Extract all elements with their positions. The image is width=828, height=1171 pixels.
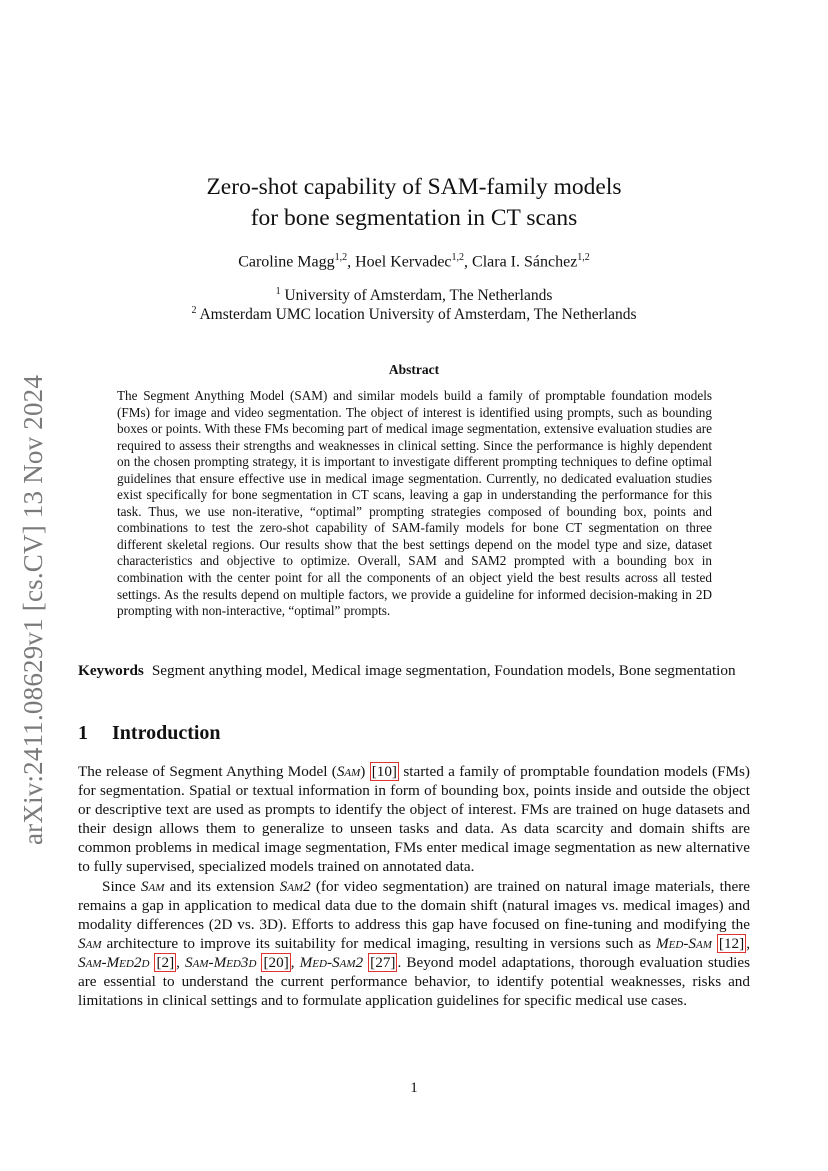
title-line-1: Zero-shot capability of SAM-family models: [206, 174, 622, 200]
affiliation-1: [0, 286, 828, 305]
model-name: Sam: [336, 763, 361, 780]
paper-title: [0, 172, 828, 234]
page-number: 1: [410, 1080, 418, 1096]
model-name: Sam: [78, 934, 102, 952]
paragraph-1: [78, 762, 750, 877]
text-run: Since: [102, 877, 141, 895]
keywords-text: Segment anything model, Medical image segmentation, Foundation models, Bone segmentation: [151, 662, 736, 679]
affiliation-2: [0, 305, 828, 324]
introduction-body: [78, 762, 750, 1010]
keywords-label: Keywords: [78, 662, 144, 679]
model-name: Sam-Med3d: [185, 953, 257, 971]
text-run: The release of Segment Anything Model (: [78, 763, 337, 780]
model-name: Sam-Med2d: [78, 953, 150, 971]
author-affiliation-mark: 1,2: [577, 252, 590, 263]
author-name: Hoel Kervadec: [355, 253, 452, 271]
arxiv-identifier-stamp: arXiv:2411.08629v1 [cs.CV] 13 Nov 2024: [18, 374, 48, 845]
author-affiliation-mark: 1,2: [451, 252, 465, 263]
author-name: Clara I. Sánchez: [472, 253, 578, 271]
model-name: Sam2: [279, 877, 311, 895]
abstract-text: The Segment Anything Model (SAM) and similar models build a family of promptable foundation models (FMs) for image and video segmentation. The object of interest is identified using prompts, such as bounding boxes or points. With these FMs becoming part of medical image segmentation, extensive evaluation studies are required to assess their strengths and weaknesses in clinical setting. Since the performance is highly dependent on the chosen prompting strategy, it is important to investigate different prompting techniques to define optimal guidelines that ensure effective use in medical image segmentation. Currently, no dedicated evaluation studies exist specifically for bone segmentation in CT scans, leaving a gap in understanding the performance for this task. Thus, we use non-iterative, “optimal” prompting strategies composed of bounding box, points and combinations to test the zero-shot capability of SAM-family models for bone CT segmentation on three different skeletal regions. Our results show that the best settings depend on the model type and size, dataset characteristics and objective to optimize. Overall, SAM and SAM2 prompted with a bounding box in combination with the center point for all the components of an object yield the best results across all tested settings. As the results depend on multiple factors, we provide a guideline for informed decision-making in 2D prompting with non-interactive, “optimal” prompts.: [117, 388, 712, 619]
text-run: (for video segmentation) are trained on natural image materials, there remains a gap in application to medical data due to the domain shift (natural images vs. medical images) and modality differences (2D vs. 3D). Efforts to address this gap have focused on fine-tuning and modifying the: [78, 877, 750, 933]
model-name: Med-Sam: [656, 934, 712, 952]
keywords: [78, 661, 750, 680]
paragraph-2: Since Sam and its extension Sam2 (for video segmentation) are trained on natural image materials, there remains a gap in application to medical data due to the domain shift (natural images vs. medical images) and modality differences (2D vs. 3D). Efforts to address this gap have focused on fine-tuning and modifying the Sam architecture to improve its suitability for medical imaging, resulting in versions such as Med-Sam [12] , Sam-Med2d [2] , Sam-Med3d [20] , Med-Sam2 [27] . Beyond model adaptations, thorough evaluation studies are essential to understand the current performance behavior, to identify potential weaknesses, risks and limitations in clinical settings and to formulate application guidelines for specific medical use cases.: [78, 877, 751, 1010]
affiliation-text: Amsterdam UMC location University of Amsterdam, The Netherlands: [199, 306, 637, 324]
abstract-heading: Abstract: [388, 362, 440, 377]
citation-link[interactable]: [10]: [371, 763, 397, 780]
citation-link[interactable]: [27]: [370, 953, 396, 971]
affiliation-mark: 1: [275, 286, 281, 297]
author-list: Caroline Magg$^{1,2}$, Hoel Kervadec$^{1,2}$, Clara I. Sánchez$^{1,2}$: [238, 252, 590, 271]
text-run: started a family of promptable foundation models (FMs) for segmentation. Spatial or textual information in form of bounding box, points inside and outside the object or descriptive text are used as prompts to identify the object of interest. FMs are trained on huge datasets and their design allows them to generalize to unseen tasks and data. As data scarcity and domain shifts are common problems in medical image segmentation, FMs enter medical image segmentation as new alternative to fully supervised, specialized models trained on annotated data.: [78, 763, 750, 876]
model-name: Med-Sam2: [299, 953, 364, 971]
text-run: ): [360, 763, 370, 780]
affiliation-text: University of Amsterdam, The Netherlands: [284, 287, 553, 305]
section-title: Introduction: [112, 722, 221, 744]
author-name: Caroline Magg: [238, 253, 335, 271]
text-run: . Beyond model adaptations, thorough evaluation studies are essential to understand the current performance behavior, to identify potential weaknesses, risks and limitations in clinical settings and to formulate application guidelines for specific medical use cases.: [78, 953, 751, 1010]
section-heading: [78, 722, 221, 745]
model-name: Sam: [140, 877, 165, 895]
title-line-2: for bone segmentation in CT scans: [250, 205, 578, 231]
citation-link[interactable]: [20]: [263, 953, 289, 971]
text-run: and its extension: [164, 877, 280, 895]
citation-link[interactable]: [12]: [718, 934, 745, 952]
affiliation-mark: 2: [191, 305, 197, 316]
author-affiliation-mark: 1,2: [334, 252, 348, 263]
citation-link[interactable]: [2]: [156, 953, 175, 971]
section-number: 1: [78, 722, 88, 744]
text-run: architecture to improve its suitability for medical imaging, resulting in versions such as: [101, 934, 657, 952]
